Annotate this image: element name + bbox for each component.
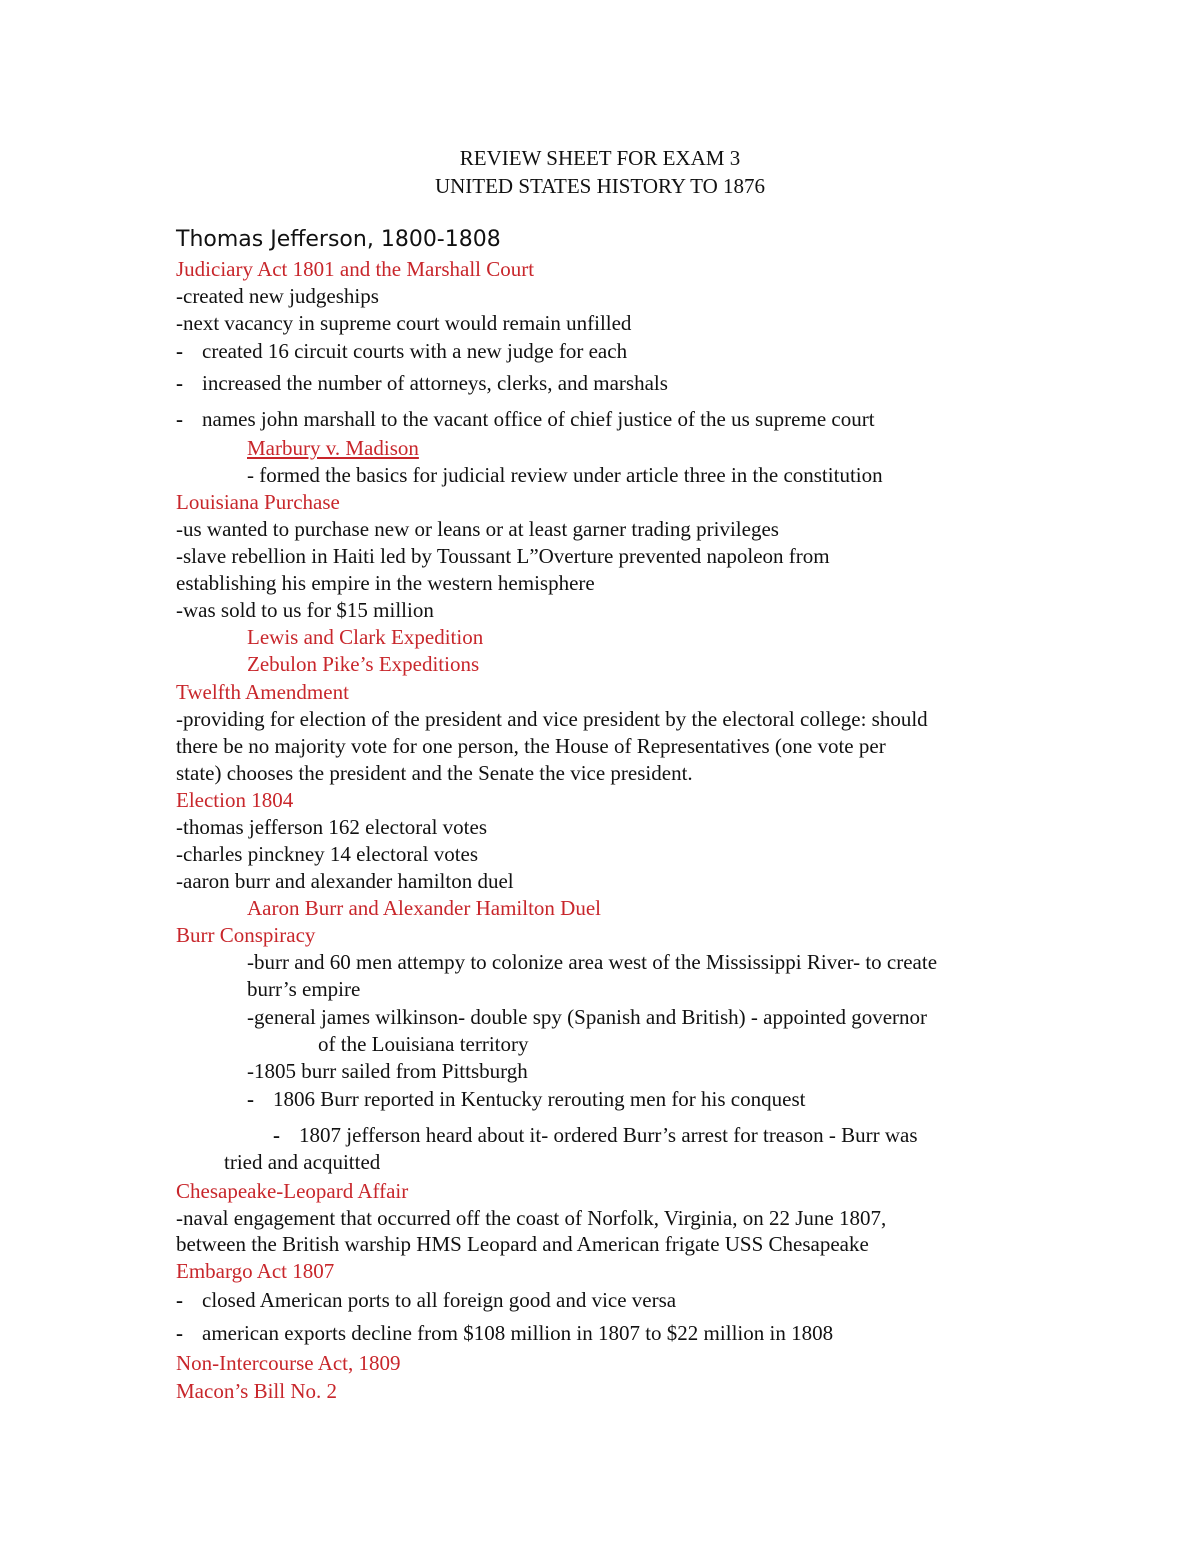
bullet-dash: - xyxy=(176,339,183,363)
topic-heading-louisiana: Louisiana Purchase xyxy=(176,490,340,514)
bullet-dash: - xyxy=(176,1321,183,1345)
note-line: there be no majority vote for one person, the House of Representatives (one vote per xyxy=(176,734,886,758)
note-line: -slave rebellion in Haiti led by Toussant L”Overture prevented napoleon from xyxy=(176,544,830,568)
bullet-dash: - xyxy=(247,1087,254,1111)
bullet-text: american exports decline from $108 million in 1807 to $22 million in 1808 xyxy=(202,1321,834,1345)
topic-heading-chesapeake: Chesapeake-Leopard Affair xyxy=(176,1179,409,1203)
document-subtitle: UNITED STATES HISTORY TO 1876 xyxy=(434,174,766,198)
case-link-marbury[interactable]: Marbury v. Madison xyxy=(247,436,419,460)
note-line: -providing for election of the president and vice president by the electoral college: should xyxy=(176,707,928,731)
note-line: -aaron burr and alexander hamilton duel xyxy=(176,869,514,893)
bullet-text: created 16 circuit courts with a new judge for each xyxy=(202,339,628,363)
bullet-item xyxy=(176,370,668,396)
bullet-item xyxy=(247,1086,805,1112)
bullet-dash: - xyxy=(273,1123,280,1147)
topic-heading-macon: Macon’s Bill No. 2 xyxy=(176,1379,337,1403)
note-line: -1805 burr sailed from Pittsburgh xyxy=(247,1059,528,1083)
section-heading: Thomas Jefferson, 1800-1808 xyxy=(176,227,501,252)
bullet-text: closed American ports to all foreign good and vice versa xyxy=(202,1288,677,1312)
note-line: -naval engagement that occurred off the coast of Norfolk, Virginia, on 22 June 1807, xyxy=(176,1206,887,1230)
document-title: REVIEW SHEET FOR EXAM 3 xyxy=(459,146,741,170)
note-line: tried and acquitted xyxy=(224,1150,381,1174)
bullet-text: names john marshall to the vacant office of chief justice of the us supreme court xyxy=(202,407,875,431)
topic-heading-election: Election 1804 xyxy=(176,788,294,812)
note-line: -was sold to us for $15 million xyxy=(176,598,434,622)
note-line: -created new judgeships xyxy=(176,284,379,308)
subtopic-pike: Zebulon Pike’s Expeditions xyxy=(247,652,480,676)
bullet-dash: - xyxy=(176,371,183,395)
note-line: -general james wilkinson- double spy (Spanish and British) - appointed governor xyxy=(247,1005,928,1029)
note-line: - formed the basics for judicial review under article three in the constitution xyxy=(247,463,883,487)
bullet-item xyxy=(176,1287,676,1313)
note-line: of the Louisiana territory xyxy=(318,1032,529,1056)
note-line: burr’s empire xyxy=(247,977,361,1001)
subtopic-lewis-clark: Lewis and Clark Expedition xyxy=(247,625,484,649)
topic-heading-burr: Burr Conspiracy xyxy=(176,923,316,947)
bullet-dash: - xyxy=(176,1288,183,1312)
bullet-text: increased the number of attorneys, clerks, and marshals xyxy=(202,371,668,395)
note-line: -burr and 60 men attempy to colonize area west of the Mississippi River- to create xyxy=(247,950,938,974)
bullet-text: 1806 Burr reported in Kentucky rerouting men for his conquest xyxy=(273,1087,806,1111)
bullet-dash: - xyxy=(176,407,183,431)
topic-heading-twelfth: Twelfth Amendment xyxy=(176,680,349,704)
bullet-item xyxy=(176,338,627,364)
bullet-item xyxy=(176,1320,833,1346)
note-line: -us wanted to purchase new or leans or at least garner trading privileges xyxy=(176,517,779,541)
bullet-item xyxy=(176,406,875,432)
note-line: establishing his empire in the western hemisphere xyxy=(176,571,595,595)
topic-heading-embargo: Embargo Act 1807 xyxy=(176,1259,335,1283)
note-line: state) chooses the president and the Senate the vice president. xyxy=(176,761,693,785)
note-line: -charles pinckney 14 electoral votes xyxy=(176,842,479,866)
bullet-text: 1807 jefferson heard about it- ordered Burr’s arrest for treason - Burr was xyxy=(299,1123,918,1147)
note-line: -next vacancy in supreme court would remain unfilled xyxy=(176,311,632,335)
subtopic-duel: Aaron Burr and Alexander Hamilton Duel xyxy=(247,896,601,920)
topic-heading-judiciary: Judiciary Act 1801 and the Marshall Court xyxy=(176,257,535,281)
note-line: between the British warship HMS Leopard and American frigate USS Chesapeake xyxy=(176,1232,869,1256)
topic-heading-nonintercourse: Non-Intercourse Act, 1809 xyxy=(176,1351,401,1375)
bullet-item xyxy=(273,1122,918,1148)
note-line: -thomas jefferson 162 electoral votes xyxy=(176,815,488,839)
